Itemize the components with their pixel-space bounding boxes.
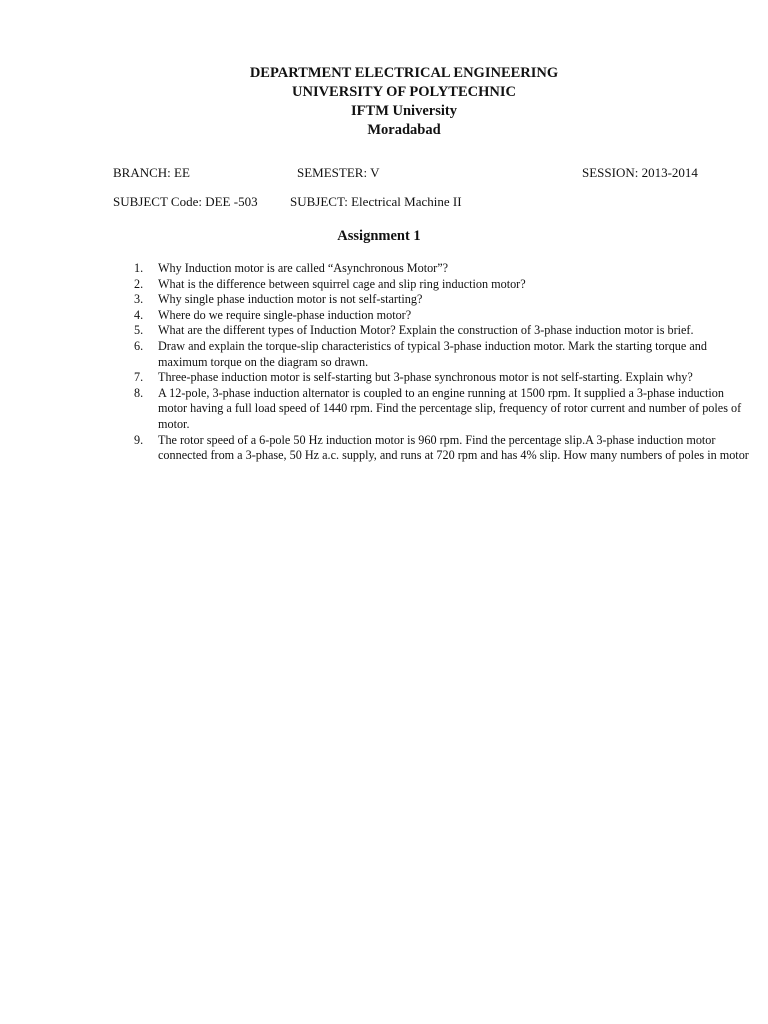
question-text: Where do we require single-phase induction motor? bbox=[158, 307, 412, 322]
institution-title: UNIVERSITY OF POLYTECHNIC bbox=[292, 84, 516, 100]
question-number: 3. bbox=[134, 292, 144, 307]
semester-label: SEMESTER: V bbox=[297, 165, 380, 180]
department-title: DEPARTMENT ELECTRICAL ENGINEERING bbox=[249, 65, 559, 81]
assignment-title: Assignment 1 bbox=[337, 228, 421, 244]
question-item bbox=[113, 323, 753, 339]
question-text: Why Induction motor is are called “Asynchronous Motor”? bbox=[158, 261, 449, 275]
question-text: The rotor speed of a 6-pole 50 Hz induction motor is 960 rpm. Find the percentage slip.A 3-phase induction motor connected from a 3-phase, 50 Hz a.c. supply, and runs at 720 rpm and has 4% slip. How many numbers of poles in motor bbox=[158, 432, 749, 463]
subject-code-label: SUBJECT Code: DEE -503 bbox=[113, 194, 258, 209]
question-text: Why single phase induction motor is not self-starting? bbox=[158, 292, 423, 307]
question-number: 4. bbox=[134, 307, 144, 322]
question-number: 2. bbox=[134, 276, 144, 291]
question-text: A 12-pole, 3-phase induction alternator is coupled to an engine running at 1500 rpm. It supplied a 3-phase induction motor having a full load speed of 1440 rpm. Find the percentage slip, frequency of rotor current and number of poles of motor. bbox=[158, 385, 742, 431]
university-title: IFTM University bbox=[351, 103, 457, 119]
question-text: Three-phase induction motor is self-starting but 3-phase synchronous motor is not self-starting. Explain why? bbox=[158, 370, 693, 385]
question-text: What is the difference between squirrel cage and slip ring induction motor? bbox=[158, 276, 526, 291]
question-list bbox=[113, 261, 753, 464]
question-number: 1. bbox=[134, 261, 144, 275]
question-number: 9. bbox=[134, 432, 144, 447]
question-text: What are the different types of Induction Motor? Explain the construction of 3-phase induction motor is brief. bbox=[158, 323, 694, 338]
document-header bbox=[0, 64, 768, 140]
question-item bbox=[113, 386, 753, 433]
question-item bbox=[113, 277, 753, 293]
subject-label: SUBJECT: Electrical Machine II bbox=[290, 194, 462, 209]
question-number: 6. bbox=[134, 338, 144, 353]
question-item bbox=[113, 339, 753, 370]
session-label: SESSION: 2013-2014 bbox=[582, 165, 698, 180]
city-title: Moradabad bbox=[367, 122, 441, 138]
question-number: 7. bbox=[134, 370, 144, 385]
question-item bbox=[113, 308, 753, 324]
branch-label: BRANCH: EE bbox=[113, 165, 190, 180]
question-item bbox=[113, 261, 753, 277]
question-item bbox=[113, 433, 753, 464]
question-number: 5. bbox=[134, 323, 144, 338]
question-number: 8. bbox=[134, 385, 144, 400]
question-item bbox=[113, 370, 753, 386]
question-text: Draw and explain the torque-slip characteristics of typical 3-phase induction motor. Mark the starting torque and maximum torque on the diagram so drawn. bbox=[158, 338, 707, 369]
question-item bbox=[113, 292, 753, 308]
